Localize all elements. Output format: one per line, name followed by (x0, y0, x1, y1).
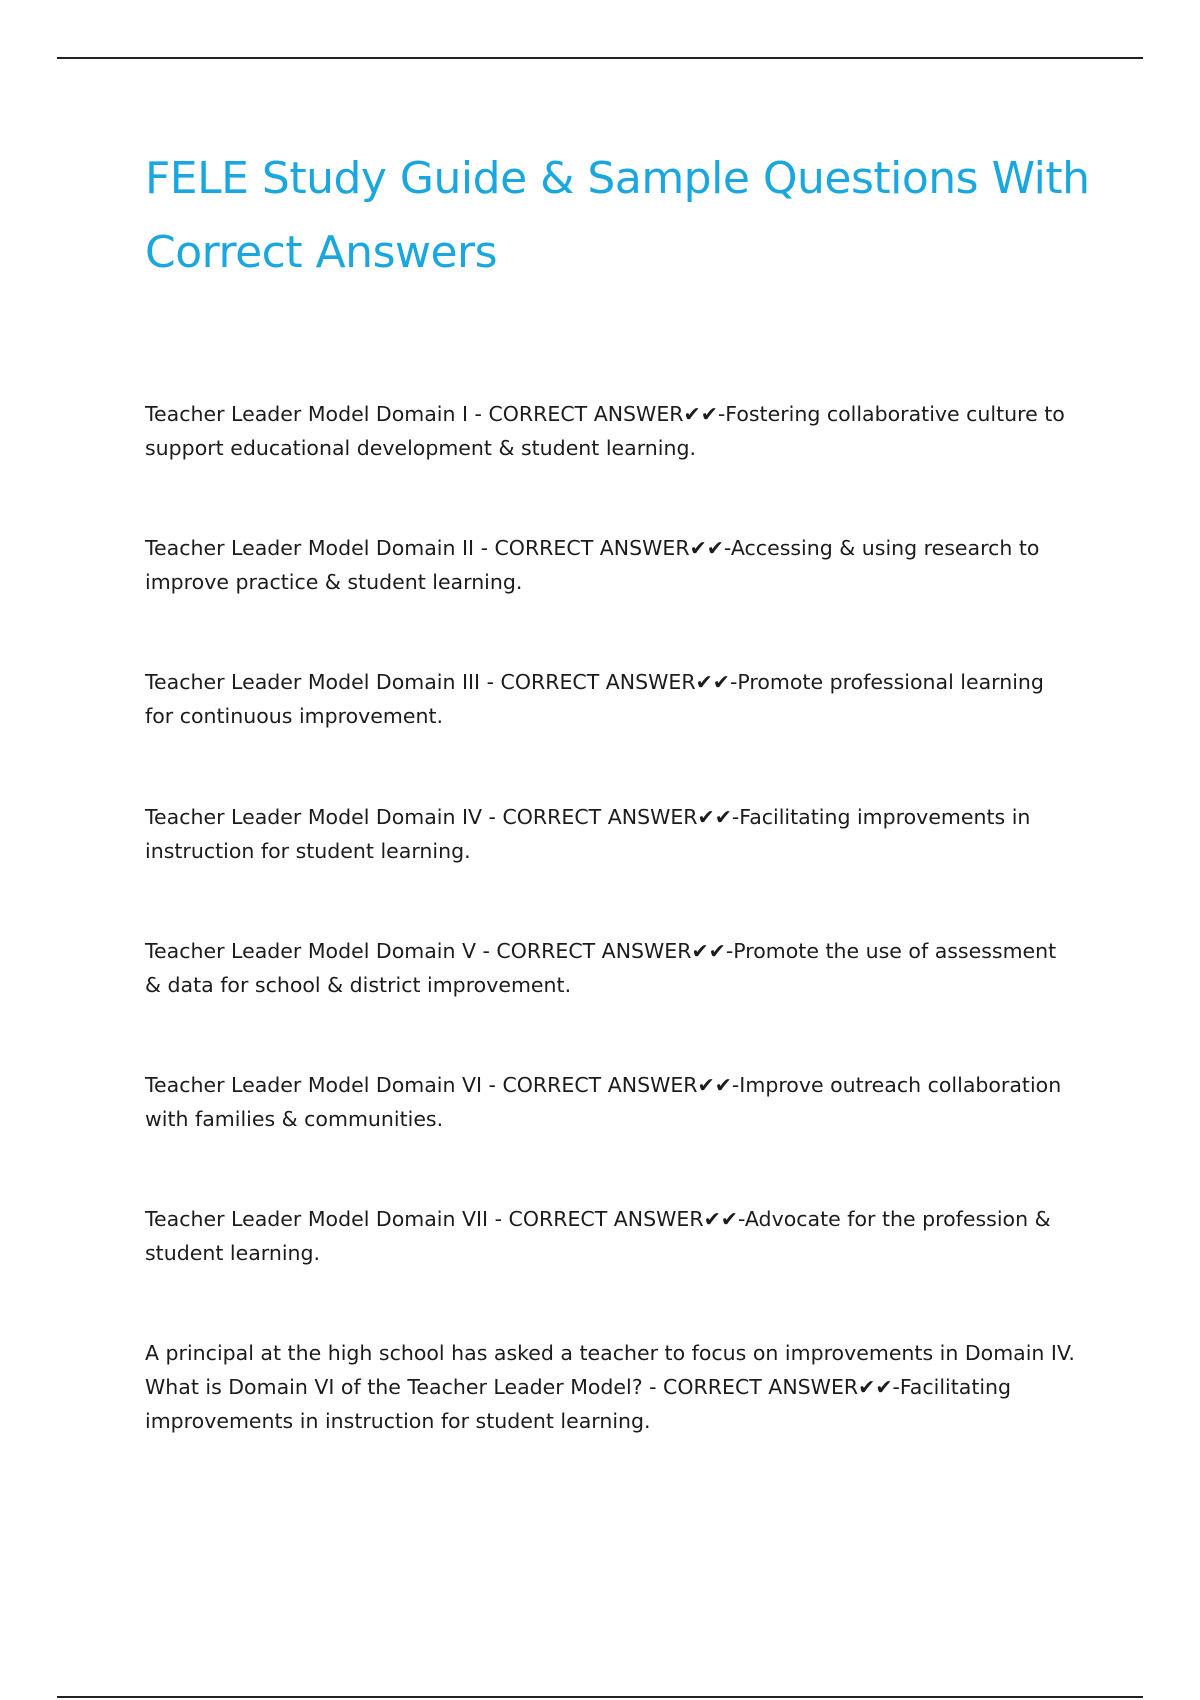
qa-entry-domain-1: Teacher Leader Model Domain I - CORRECT ANSWER✔✔-Fostering collaborative culture to support educational development & student learning. (145, 402, 1065, 460)
qa-entry-question: A principal at the high school has asked a teacher to focus on improvements in Domain IV. What is Domain VI of the Teacher Leader Model? - CORRECT ANSWER✔✔-Facilitating improvements in instruction for student learning. (145, 1341, 1075, 1433)
document-title: FELE Study Guide & Sample Questions With Correct Answers (145, 153, 1090, 278)
bottom-rule (57, 1696, 1143, 1698)
qa-entry-domain-3: Teacher Leader Model Domain III - CORRECT ANSWER✔✔-Promote professional learning for continuous improvement. (145, 670, 1044, 728)
qa-entry-domain-2: Teacher Leader Model Domain II - CORRECT ANSWER✔✔-Accessing & using research to improve practice & student learning. (145, 536, 1040, 594)
qa-entry-domain-7: Teacher Leader Model Domain VII - CORRECT ANSWER✔✔-Advocate for the profession & student learning. (145, 1207, 1051, 1265)
qa-entry-domain-5: Teacher Leader Model Domain V - CORRECT ANSWER✔✔-Promote the use of assessment & data for school & district improvement. (145, 939, 1057, 997)
qa-entry-domain-6: Teacher Leader Model Domain VI - CORRECT ANSWER✔✔-Improve outreach collaboration with families & communities. (145, 1073, 1062, 1131)
qa-entry-domain-4: Teacher Leader Model Domain IV - CORRECT ANSWER✔✔-Facilitating improvements in instruction for student learning. (145, 805, 1031, 863)
top-rule (57, 57, 1143, 59)
